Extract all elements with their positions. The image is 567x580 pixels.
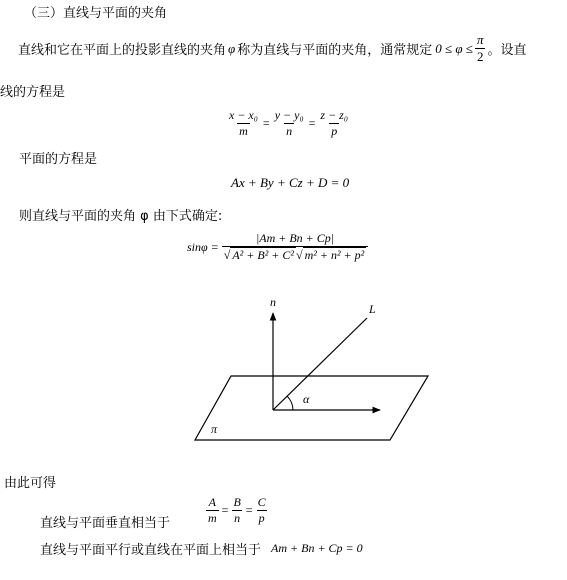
perpendicular-label: 直线与平面垂直相当于 xyxy=(40,516,171,531)
sin-phi: sinφ = xyxy=(187,239,219,254)
a-numerator: A xyxy=(208,495,216,509)
phi-symbol: φ xyxy=(228,40,236,56)
section-title: （三）直线与平面的夹角 xyxy=(24,6,168,21)
m-denominator: m xyxy=(208,511,217,525)
plane-equation: Ax + By + Cz + D = 0 xyxy=(231,175,350,190)
x-denominator: m xyxy=(239,124,248,138)
equals-sign: = xyxy=(221,503,229,517)
definition-part1: 直线和它在平面上的投影直线的夹角 xyxy=(18,43,227,58)
alpha-label: α xyxy=(303,392,310,406)
angle-numerator: |Am + Bn + Cp| xyxy=(255,231,335,245)
equals-sign: = xyxy=(308,116,316,130)
parallel-label: 直线与平面平行或直线在平面上相当于 xyxy=(40,543,262,558)
b-numerator: B xyxy=(233,495,241,509)
z-denominator: p xyxy=(331,124,338,138)
normal-label: n xyxy=(270,295,276,309)
sqrt-sign: √ xyxy=(223,248,231,262)
plane-parallelogram xyxy=(195,376,428,440)
n-denominator: n xyxy=(234,511,241,525)
equals-sign: = xyxy=(245,503,253,517)
p-denominator: p xyxy=(258,511,265,525)
definition-continuation: 线的方程是 xyxy=(0,85,66,100)
parallel-line xyxy=(40,539,363,558)
definition-part2: 称为直线与平面的夹角，通常规定 xyxy=(237,43,433,58)
definition-part3: 。设直 xyxy=(487,43,527,58)
b-over-n xyxy=(231,495,242,526)
x-numerator: x − x₀ xyxy=(229,108,258,122)
plane-label: 平面的方程是 xyxy=(19,152,98,167)
conclusion-label: 由此可得 xyxy=(4,476,57,491)
line-label: L xyxy=(369,302,376,316)
pi-label: π xyxy=(211,422,218,436)
angle-label: 则直线与平面的夹角 φ 由下式确定: xyxy=(19,209,223,224)
sqrt-sign: √ xyxy=(296,248,303,262)
parallel-expression: Am + Bn + Cp = 0 xyxy=(271,541,363,555)
two-denominator: 2 xyxy=(476,49,484,64)
a-over-m xyxy=(206,495,219,526)
sqrt-mnp: m² + n² + p² xyxy=(304,248,365,262)
equals-sign: = xyxy=(262,116,270,130)
perpendicular-condition xyxy=(206,495,268,526)
y-denominator: n xyxy=(286,124,293,138)
pi-numerator: π xyxy=(476,32,484,47)
c-over-p xyxy=(256,495,268,526)
sqrt-abc: A² + B² + C² xyxy=(232,248,294,262)
c-numerator: C xyxy=(257,495,266,509)
z-numerator: z − z₀ xyxy=(320,108,349,122)
angle-range: 0 ≤ φ ≤ xyxy=(435,40,473,56)
angle-arc xyxy=(287,396,293,410)
y-numerator: y − y₀ xyxy=(274,108,304,122)
